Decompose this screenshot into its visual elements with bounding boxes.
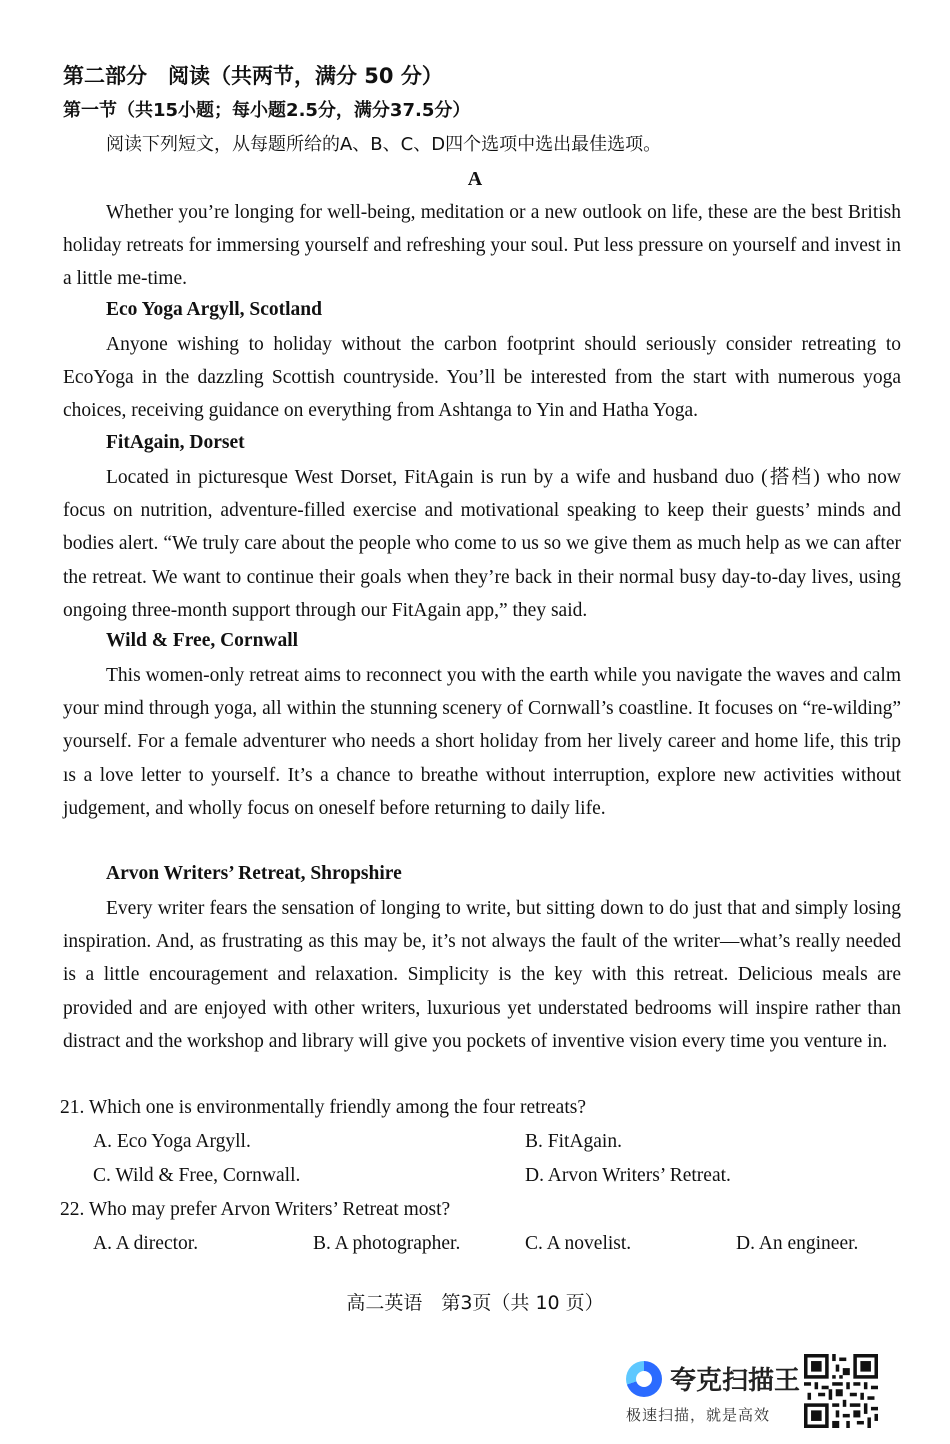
scanner-watermark: [626, 1358, 801, 1428]
passage-label: A: [467, 168, 483, 190]
quark-logo-icon: [626, 1361, 662, 1397]
question-22-stem: 22. Who may prefer Arvon Writers’ Retreat most?: [60, 1199, 451, 1220]
scanner-slogan: 极速扫描，就是高效: [626, 1406, 771, 1424]
retreat-body-fitagain: Located in picturesque West Dorset, FitAgain is run by a wife and husband duo (搭档) who now focus on nutrition, adventure-filled exercise and motivational speaking to keep their guests’ minds and bodies alert. “We truly care about the people who come to us so we give them as much help as we can after the retreat. We want to continue their goals when they’re back in their normal busy day-to-day lives, using ongoing three-month support through our FitAgain app,” they said.: [63, 467, 901, 621]
retreat-heading-arvon: Arvon Writers’ Retreat, Shropshire: [106, 863, 402, 884]
qr-code-icon: [804, 1354, 878, 1428]
part-title: 第二部分 阅读（共两节，满分 50 分）: [63, 64, 443, 88]
question-21-option-b[interactable]: B. FitAgain.: [525, 1131, 622, 1152]
question-21-option-a[interactable]: A. Eco Yoga Argyll.: [93, 1131, 251, 1152]
subsection-title: 第一节（共15小题；每小题2.5分，满分37.5分）: [63, 100, 471, 121]
retreat-heading-fitagain: FitAgain, Dorset: [106, 432, 245, 453]
question-22-option-c[interactable]: C. A novelist.: [525, 1233, 632, 1254]
retreat-body-eco-yoga: Anyone wishing to holiday without the carbon footprint should seriously consider retreating to EcoYoga in the dazzling Scottish countryside. You’ll be interested from the start with numerous yoga choices, receiving guidance on everything from Ashtanga to Yin and Hatha Yoga.: [63, 334, 901, 422]
retreat-body-wild-free: This women-only retreat aims to reconnect you with the earth while you navigate the waves and calm your mind through yoga, all within the stunning scenery of Cornwall’s coastline. It focuses on “re-wilding” yourself. For a female adventurer who needs a short holiday from her lively career and home life, this trip ıs a love letter to yourself. It’s a chance to breathe without interruption, explore new activities without judgement, and wholly focus on oneself before returning to daily life.: [63, 665, 901, 819]
question-21-option-d[interactable]: D. Arvon Writers’ Retreat.: [525, 1165, 731, 1186]
question-22-option-d[interactable]: D. An engineer.: [736, 1233, 859, 1254]
scanner-name: 夸克扫描王: [670, 1366, 801, 1396]
instruction: 阅读下列短文，从每题所给的A、B、C、D四个选项中选出最佳选项。: [106, 134, 662, 155]
retreat-heading-eco-yoga: Eco Yoga Argyll, Scotland: [106, 299, 322, 320]
page-footer: 高二英语 第3页（共 10 页）: [346, 1292, 604, 1314]
question-21-stem: 21. Which one is environmentally friendly among the four retreats?: [60, 1097, 586, 1118]
retreat-heading-wild-free: Wild & Free, Cornwall: [106, 630, 299, 651]
question-22-option-b[interactable]: B. A photographer.: [313, 1233, 461, 1254]
retreat-body-arvon: Every writer fears the sensation of longing to write, but sitting down to do just that and simply losing inspiration. And, as frustrating as this may be, it’s not always the fault of the writer—what’s really needed is a little encouragement and relaxation. Simplicity is the key with this retreat. Delicious meals are provided and are enjoyed with other writers, luxurious yet understated bedrooms will inspire rather than distract and the workshop and library will give you pockets of inventive vision every time you venture in.: [63, 898, 901, 1052]
question-22-option-a[interactable]: A. A director.: [93, 1233, 199, 1254]
intro-paragraph: Whether you’re longing for well-being, meditation or a new outlook on life, these are the best British holiday retreats for immersing yourself and refreshing your soul. Put less pressure on yourself and invest in a little me-time.: [63, 202, 901, 290]
question-21-option-c[interactable]: C. Wild & Free, Cornwall.: [93, 1165, 301, 1186]
